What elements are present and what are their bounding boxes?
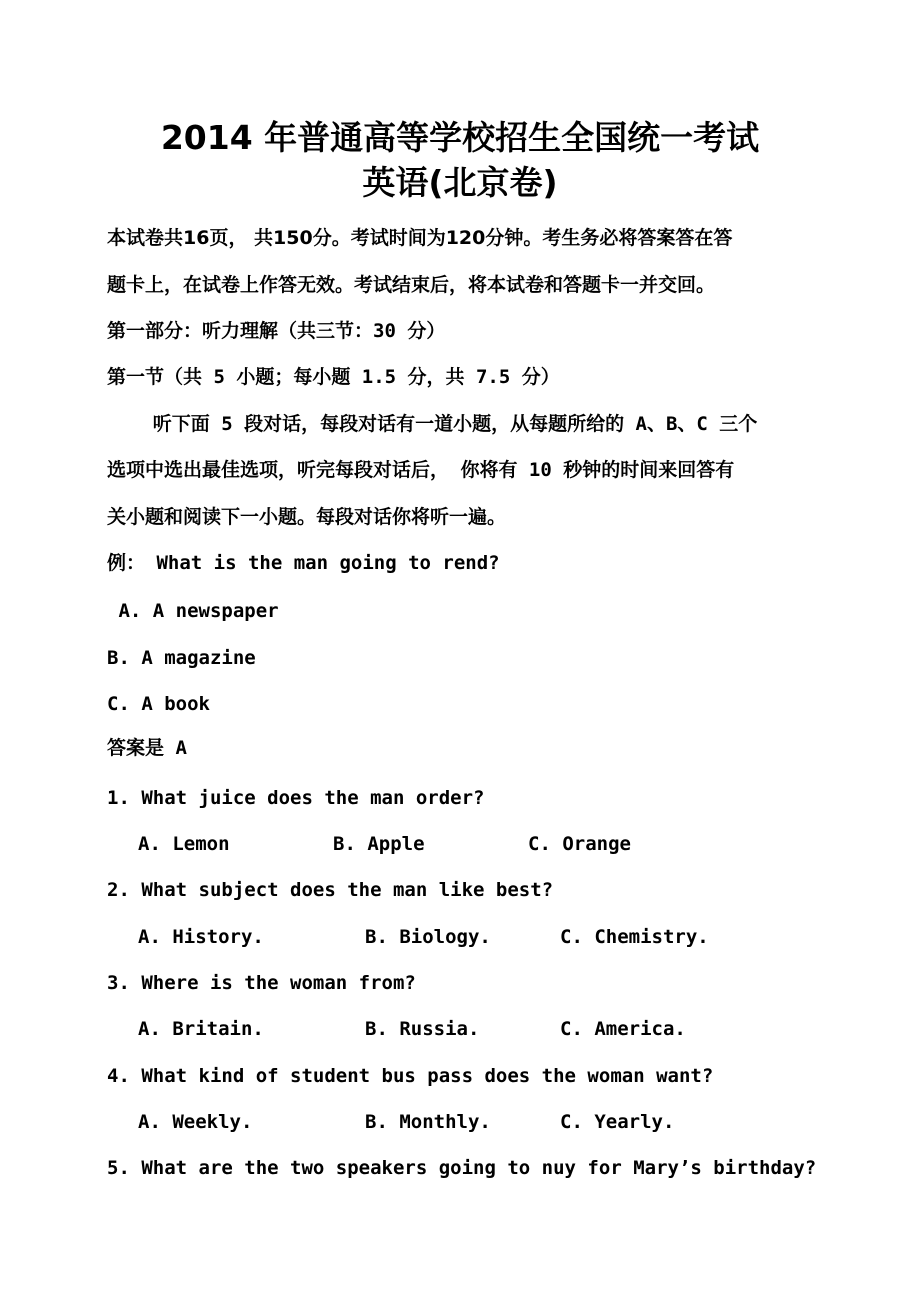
question-1-option-c: C. Orange [528,833,631,855]
question-4-option-a: A. Weekly. [138,1111,253,1133]
question-4-option-b: B. Monthly. [365,1111,491,1133]
section1-instruction-3: 关小题和阅读下一小题。每段对话你将听一遍。 [107,506,507,528]
question-4: 4. What kind of student bus pass does the woman want? [107,1065,714,1087]
example-answer: 答案是 A [107,737,187,759]
question-2-option-b: B. Biology. [365,926,491,948]
page-subtitle: 英语(北京卷) [362,163,558,202]
question-2-option-a: A. History. [138,926,264,948]
question-1-option-b: B. Apple [333,833,425,855]
page-title: 2014 年普通高等学校招生全国统一考试 [160,118,760,157]
question-2: 2. What subject does the man like best? [107,879,554,901]
question-1-option-a: A. Lemon [138,833,230,855]
section1-heading: 第一节（共 5 小题；每小题 1.5 分，共 7.5 分） [107,366,560,388]
question-3-option-b: B. Russia. [365,1018,480,1040]
question-1: 1. What juice does the man order? [107,787,485,809]
question-3-option-a: A. Britain. [138,1018,264,1040]
section1-instruction-1: 听下面 5 段对话，每段对话有一道小题，从每题所给的 A、B、C 三个 [107,413,758,435]
example-question: 例： What is the man going to rend? [107,552,500,574]
question-3-option-c: C. America. [560,1018,686,1040]
section1-instruction-2: 选项中选出最佳选项，听完每段对话后， 你将有 10 秒钟的时间来回答有 [107,459,735,481]
question-3: 3. Where is the woman from? [107,972,416,994]
example-option-c: C. A book [107,693,210,715]
example-option-b: B. A magazine [107,647,256,669]
question-2-option-c: C. Chemistry. [560,926,709,948]
question-4-option-c: C. Yearly. [560,1111,675,1133]
part1-heading: 第一部分：听力理解（共三节：30 分） [107,320,446,342]
intro-line-1: 本试卷共16页， 共150分。考试时间为120分钟。考生务必将答案答在答 [107,227,733,249]
question-5: 5. What are the two speakers going to nuy for Mary’s birthday? [107,1157,817,1179]
example-option-a: A. A newspaper [107,600,279,622]
intro-line-2: 题卡上，在试卷上作答无效。考试结束后，将本试卷和答题卡一并交回。 [107,274,716,296]
